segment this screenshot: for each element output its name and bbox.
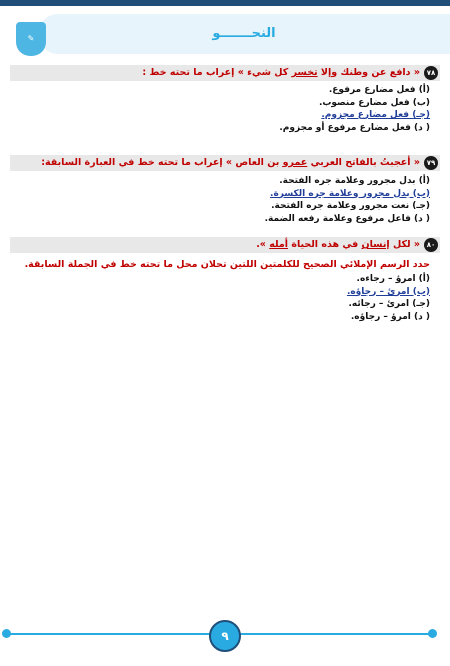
- option-d[interactable]: ( د) فاعل مرفوع وعلامة رفعه الضمة.: [264, 213, 430, 224]
- top-bar: [0, 0, 450, 6]
- question-instruction-80: حدد الرسم الإملائي الصحيح للكلمتين اللتين تحلان محل ما تحته خط في الجملة السابقة.: [24, 259, 430, 270]
- logo-icon: ✎: [16, 22, 46, 56]
- option-b-answer[interactable]: (ب) بدل مجرور وعلامة جره الكسرة.: [270, 188, 430, 199]
- question-80: [10, 237, 440, 253]
- footer-dot-right: [428, 629, 437, 638]
- options-78: [279, 84, 430, 134]
- question-79: [10, 155, 440, 171]
- option-c-answer[interactable]: (جـ) فعل مضارع مجزوم.: [321, 110, 430, 120]
- question-number-80: ٨٠: [424, 238, 438, 252]
- question-text-80: « لكل إنسان في هذه الحياة أمله ».: [256, 239, 420, 250]
- option-d[interactable]: ( د) فعل مضارع مرفوع أو مجزوم.: [279, 122, 430, 133]
- question-text-78: « دافع عن وطنك وإلا تخسر كل شيء » إعراب ما تحته خط :: [142, 67, 420, 78]
- question-number-78: ٧٨: [424, 66, 438, 80]
- option-d[interactable]: ( د) امرؤ – رجاؤه.: [350, 311, 430, 322]
- page-title: النحـــــــو: [212, 26, 276, 41]
- question-number-79: ٧٩: [424, 156, 438, 170]
- option-c[interactable]: (جـ) نعت مجرور وعلامة جره الفتحة.: [271, 201, 430, 211]
- header-band: [38, 14, 450, 54]
- options-80: [347, 273, 430, 323]
- option-b[interactable]: (ب) فعل مضارع منصوب.: [318, 97, 430, 108]
- option-a[interactable]: (أ) امرؤ – رجاءه.: [356, 274, 430, 284]
- option-b-answer[interactable]: (ب) امرئ – رجاؤه.: [346, 286, 430, 297]
- page-number: ٩: [209, 620, 241, 652]
- question-78: [10, 65, 440, 81]
- option-a[interactable]: (أ) فعل مضارع مرفوع.: [328, 85, 430, 95]
- footer-dot-left: [2, 629, 11, 638]
- option-a[interactable]: (أ) بدل مجرور وعلامة جره الفتحة.: [279, 176, 430, 186]
- question-text-79: « أعجبتُ بالفاتح العربي عمرو بن العاص » إعراب ما تحته خط في العبارة السابقة:: [41, 157, 420, 168]
- options-79: [265, 175, 430, 225]
- option-c[interactable]: (جـ) امرئ – رجائه.: [348, 299, 430, 309]
